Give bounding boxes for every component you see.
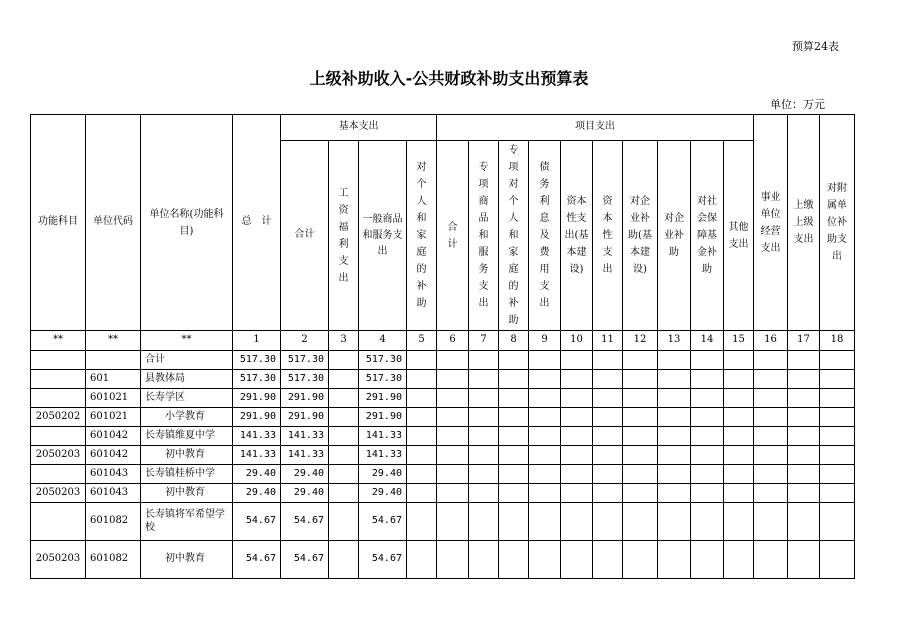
empty-cell: [561, 446, 593, 465]
basic-total-cell: 291.90: [281, 408, 329, 427]
unit-code-cell: 601082: [86, 541, 141, 579]
column-index-cell: 7: [469, 331, 499, 351]
empty-cell: [754, 484, 788, 503]
empty-cell: [820, 370, 855, 389]
empty-cell: [593, 408, 623, 427]
empty-cell: [820, 541, 855, 579]
page-number: 预算24表: [792, 40, 839, 53]
empty-cell: [561, 541, 593, 579]
empty-cell: [437, 427, 469, 446]
empty-cell: [754, 389, 788, 408]
empty-cell: [593, 389, 623, 408]
empty-cell: [593, 351, 623, 370]
empty-cell: [437, 408, 469, 427]
empty-cell: [499, 503, 529, 541]
basic-goods-cell: 517.30: [359, 351, 407, 370]
unit-code-cell: 601042: [86, 427, 141, 446]
empty-cell: [623, 503, 658, 541]
empty-cell: [329, 408, 359, 427]
empty-cell: [437, 351, 469, 370]
empty-cell: [407, 465, 437, 484]
empty-cell: [623, 427, 658, 446]
header-p-other: 其他支出: [724, 141, 754, 331]
empty-cell: [499, 465, 529, 484]
empty-cell: [437, 503, 469, 541]
basic-total-cell: 54.67: [281, 541, 329, 579]
header-b-goods: 一般商品和服务支出: [359, 141, 407, 331]
empty-cell: [724, 465, 754, 484]
header-p-capital: 资本性支出: [593, 141, 623, 331]
empty-cell: [658, 389, 691, 408]
empty-cell: [658, 503, 691, 541]
empty-cell: [499, 446, 529, 465]
table-row: [31, 370, 855, 389]
empty-cell: [329, 465, 359, 484]
column-index-cell: 1: [233, 331, 281, 351]
basic-total-cell: 29.40: [281, 484, 329, 503]
empty-cell: [407, 427, 437, 446]
empty-cell: [529, 351, 561, 370]
empty-cell: [329, 484, 359, 503]
empty-cell: [407, 503, 437, 541]
empty-cell: [593, 370, 623, 389]
empty-cell: [407, 484, 437, 503]
empty-cell: [788, 370, 820, 389]
empty-cell: [437, 465, 469, 484]
empty-cell: [469, 427, 499, 446]
empty-cell: [499, 389, 529, 408]
empty-cell: [691, 351, 724, 370]
empty-cell: [788, 541, 820, 579]
empty-cell: [754, 408, 788, 427]
unit-code-cell: 601082: [86, 503, 141, 541]
empty-cell: [593, 427, 623, 446]
empty-cell: [407, 408, 437, 427]
column-index-cell: 10: [561, 331, 593, 351]
header-total: 总 计: [233, 115, 281, 331]
basic-goods-cell: 29.40: [359, 465, 407, 484]
empty-cell: [561, 408, 593, 427]
empty-cell: [623, 465, 658, 484]
empty-cell: [724, 541, 754, 579]
empty-cell: [623, 408, 658, 427]
func-code-cell: [31, 370, 86, 389]
empty-cell: [691, 484, 724, 503]
empty-cell: [724, 503, 754, 541]
empty-cell: [754, 503, 788, 541]
func-code-cell: [31, 503, 86, 541]
empty-cell: [593, 541, 623, 579]
empty-cell: [437, 370, 469, 389]
empty-cell: [561, 370, 593, 389]
empty-cell: [499, 370, 529, 389]
empty-cell: [593, 484, 623, 503]
empty-cell: [658, 484, 691, 503]
header-unit-name: 单位名称(功能科目): [141, 115, 233, 331]
header-c16: 事业单位经营支出: [754, 115, 788, 331]
header-func-code: 功能科目: [31, 115, 86, 331]
empty-cell: [329, 389, 359, 408]
unit-name-cell: 初中教育: [141, 484, 233, 503]
empty-cell: [469, 351, 499, 370]
empty-cell: [754, 427, 788, 446]
empty-cell: [623, 370, 658, 389]
page-title: 上级补助收入-公共财政补助支出预算表: [309, 69, 589, 88]
func-code-cell: 2050203: [31, 446, 86, 465]
empty-cell: [469, 446, 499, 465]
total-cell: 141.33: [233, 427, 281, 446]
empty-cell: [658, 370, 691, 389]
unit-name-cell: 初中教育: [141, 541, 233, 579]
empty-cell: [788, 351, 820, 370]
empty-cell: [788, 465, 820, 484]
table-row: [31, 465, 855, 484]
header-b-wage: 工资福利支出: [329, 141, 359, 331]
empty-cell: [623, 541, 658, 579]
empty-cell: [329, 351, 359, 370]
table-row: [31, 351, 855, 370]
basic-total-cell: 141.33: [281, 427, 329, 446]
header-p-social: 对社会保障基金补助: [691, 141, 724, 331]
func-code-cell: 2050203: [31, 484, 86, 503]
empty-cell: [529, 484, 561, 503]
header-project: 项目支出: [437, 115, 754, 141]
unit-code-cell: 601043: [86, 484, 141, 503]
unit-code-cell: 601042: [86, 446, 141, 465]
empty-cell: [623, 446, 658, 465]
header-p-ent: 对企业补助: [658, 141, 691, 331]
table-row: [31, 503, 855, 541]
header-p-debt: 债务利息及费用支出: [529, 141, 561, 331]
column-index-cell: 3: [329, 331, 359, 351]
column-index-cell: 12: [623, 331, 658, 351]
empty-cell: [754, 446, 788, 465]
empty-cell: [724, 389, 754, 408]
empty-cell: [529, 408, 561, 427]
empty-cell: [329, 503, 359, 541]
column-index-cell: 5: [407, 331, 437, 351]
empty-cell: [407, 446, 437, 465]
unit-code-cell: 601043: [86, 465, 141, 484]
unit-name-cell: 县教体局: [141, 370, 233, 389]
empty-cell: [329, 427, 359, 446]
column-index-cell: **: [141, 331, 233, 351]
empty-cell: [820, 351, 855, 370]
empty-cell: [788, 389, 820, 408]
empty-cell: [437, 484, 469, 503]
empty-cell: [658, 351, 691, 370]
basic-goods-cell: 517.30: [359, 370, 407, 389]
column-index-cell: 14: [691, 331, 724, 351]
empty-cell: [329, 446, 359, 465]
empty-cell: [499, 541, 529, 579]
empty-cell: [820, 503, 855, 541]
empty-cell: [691, 389, 724, 408]
empty-cell: [593, 503, 623, 541]
empty-cell: [820, 427, 855, 446]
empty-cell: [469, 389, 499, 408]
empty-cell: [724, 408, 754, 427]
empty-cell: [788, 408, 820, 427]
column-index-cell: **: [86, 331, 141, 351]
table-row: [31, 389, 855, 408]
basic-goods-cell: 291.90: [359, 389, 407, 408]
column-index-cell: 4: [359, 331, 407, 351]
unit-name-cell: 长寿镇将军希望学校: [141, 503, 233, 541]
basic-goods-cell: 291.90: [359, 408, 407, 427]
empty-cell: [469, 484, 499, 503]
basic-goods-cell: 29.40: [359, 484, 407, 503]
empty-cell: [691, 503, 724, 541]
empty-cell: [499, 408, 529, 427]
empty-cell: [658, 408, 691, 427]
empty-cell: [437, 541, 469, 579]
unit-name-cell: 长寿镇维夏中学: [141, 427, 233, 446]
empty-cell: [691, 427, 724, 446]
header-p-goods: 专项商品和服务支出: [469, 141, 499, 331]
basic-goods-cell: 54.67: [359, 503, 407, 541]
empty-cell: [529, 389, 561, 408]
basic-total-cell: 29.40: [281, 465, 329, 484]
basic-total-cell: 517.30: [281, 351, 329, 370]
total-cell: 29.40: [233, 465, 281, 484]
empty-cell: [469, 541, 499, 579]
column-index-cell: 2: [281, 331, 329, 351]
header-c18: 对附属单位补助支出: [820, 115, 855, 331]
table-row: [31, 541, 855, 579]
empty-cell: [820, 446, 855, 465]
empty-cell: [658, 446, 691, 465]
empty-cell: [437, 446, 469, 465]
table-row: [31, 484, 855, 503]
empty-cell: [820, 465, 855, 484]
empty-cell: [329, 370, 359, 389]
empty-cell: [407, 351, 437, 370]
column-index-cell: **: [31, 331, 86, 351]
empty-cell: [561, 427, 593, 446]
column-index-cell: 8: [499, 331, 529, 351]
empty-cell: [658, 465, 691, 484]
total-cell: 54.67: [233, 541, 281, 579]
basic-total-cell: 517.30: [281, 370, 329, 389]
empty-cell: [407, 389, 437, 408]
empty-cell: [407, 541, 437, 579]
unit-label: 单位：万元: [770, 98, 825, 111]
header-b-total: 合计: [281, 141, 329, 331]
empty-cell: [593, 465, 623, 484]
column-index-cell: 15: [724, 331, 754, 351]
empty-cell: [691, 370, 724, 389]
empty-cell: [724, 484, 754, 503]
empty-cell: [754, 541, 788, 579]
empty-cell: [469, 465, 499, 484]
empty-cell: [623, 484, 658, 503]
column-index-cell: 13: [658, 331, 691, 351]
empty-cell: [529, 465, 561, 484]
empty-cell: [754, 370, 788, 389]
empty-cell: [499, 427, 529, 446]
empty-cell: [754, 351, 788, 370]
column-index-row: [31, 331, 855, 351]
unit-name-cell: 长寿镇桂桥中学: [141, 465, 233, 484]
basic-goods-cell: 141.33: [359, 427, 407, 446]
empty-cell: [820, 484, 855, 503]
empty-cell: [529, 446, 561, 465]
total-cell: 291.90: [233, 389, 281, 408]
empty-cell: [754, 465, 788, 484]
func-code-cell: [31, 351, 86, 370]
table-row: [31, 446, 855, 465]
column-index-cell: 9: [529, 331, 561, 351]
column-index-cell: 6: [437, 331, 469, 351]
empty-cell: [529, 427, 561, 446]
empty-cell: [561, 484, 593, 503]
empty-cell: [658, 541, 691, 579]
header-basic: 基本支出: [281, 115, 437, 141]
empty-cell: [529, 503, 561, 541]
column-index-cell: 11: [593, 331, 623, 351]
empty-cell: [691, 465, 724, 484]
total-cell: 517.30: [233, 370, 281, 389]
empty-cell: [691, 446, 724, 465]
func-code-cell: [31, 389, 86, 408]
empty-cell: [820, 389, 855, 408]
func-code-cell: [31, 427, 86, 446]
unit-name-cell: 初中教育: [141, 446, 233, 465]
empty-cell: [788, 484, 820, 503]
empty-cell: [593, 446, 623, 465]
unit-name-cell: 小学教育: [141, 408, 233, 427]
empty-cell: [691, 408, 724, 427]
column-index-cell: 17: [788, 331, 820, 351]
header-p-capital-basic: 资本性支出(基本建设): [561, 141, 593, 331]
header-unit-code: 单位代码: [86, 115, 141, 331]
empty-cell: [407, 370, 437, 389]
empty-cell: [469, 370, 499, 389]
empty-cell: [691, 541, 724, 579]
basic-total-cell: 141.33: [281, 446, 329, 465]
empty-cell: [788, 503, 820, 541]
func-code-cell: 2050203: [31, 541, 86, 579]
unit-name-cell: 合计: [141, 351, 233, 370]
func-code-cell: [31, 465, 86, 484]
table-row: [31, 427, 855, 446]
empty-cell: [529, 370, 561, 389]
basic-goods-cell: 141.33: [359, 446, 407, 465]
header-c17: 上缴上级支出: [788, 115, 820, 331]
total-cell: 29.40: [233, 484, 281, 503]
empty-cell: [724, 446, 754, 465]
header-p-total: 合计: [437, 141, 469, 331]
header-p-ent-basic: 对企业补助(基本建设): [623, 141, 658, 331]
table-row: [31, 408, 855, 427]
empty-cell: [329, 541, 359, 579]
empty-cell: [437, 389, 469, 408]
empty-cell: [658, 427, 691, 446]
unit-code-cell: 601: [86, 370, 141, 389]
empty-cell: [499, 351, 529, 370]
empty-cell: [788, 446, 820, 465]
empty-cell: [724, 351, 754, 370]
empty-cell: [561, 351, 593, 370]
empty-cell: [561, 389, 593, 408]
empty-cell: [724, 370, 754, 389]
empty-cell: [469, 503, 499, 541]
empty-cell: [820, 408, 855, 427]
unit-code-cell: [86, 351, 141, 370]
empty-cell: [469, 408, 499, 427]
header-p-personal: 专项对个人和家庭的补助: [499, 141, 529, 331]
empty-cell: [529, 541, 561, 579]
total-cell: 291.90: [233, 408, 281, 427]
column-index-cell: 16: [754, 331, 788, 351]
budget-table: [30, 114, 855, 579]
empty-cell: [623, 389, 658, 408]
unit-code-cell: 601021: [86, 389, 141, 408]
empty-cell: [724, 427, 754, 446]
unit-code-cell: 601021: [86, 408, 141, 427]
header-b-personal: 对个人和家庭的补助: [407, 141, 437, 331]
total-cell: 54.67: [233, 503, 281, 541]
empty-cell: [623, 351, 658, 370]
basic-total-cell: 54.67: [281, 503, 329, 541]
empty-cell: [499, 484, 529, 503]
unit-name-cell: 长寿学区: [141, 389, 233, 408]
basic-total-cell: 291.90: [281, 389, 329, 408]
empty-cell: [788, 427, 820, 446]
total-cell: 517.30: [233, 351, 281, 370]
empty-cell: [561, 503, 593, 541]
func-code-cell: 2050202: [31, 408, 86, 427]
empty-cell: [561, 465, 593, 484]
total-cell: 141.33: [233, 446, 281, 465]
basic-goods-cell: 54.67: [359, 541, 407, 579]
column-index-cell: 18: [820, 331, 855, 351]
